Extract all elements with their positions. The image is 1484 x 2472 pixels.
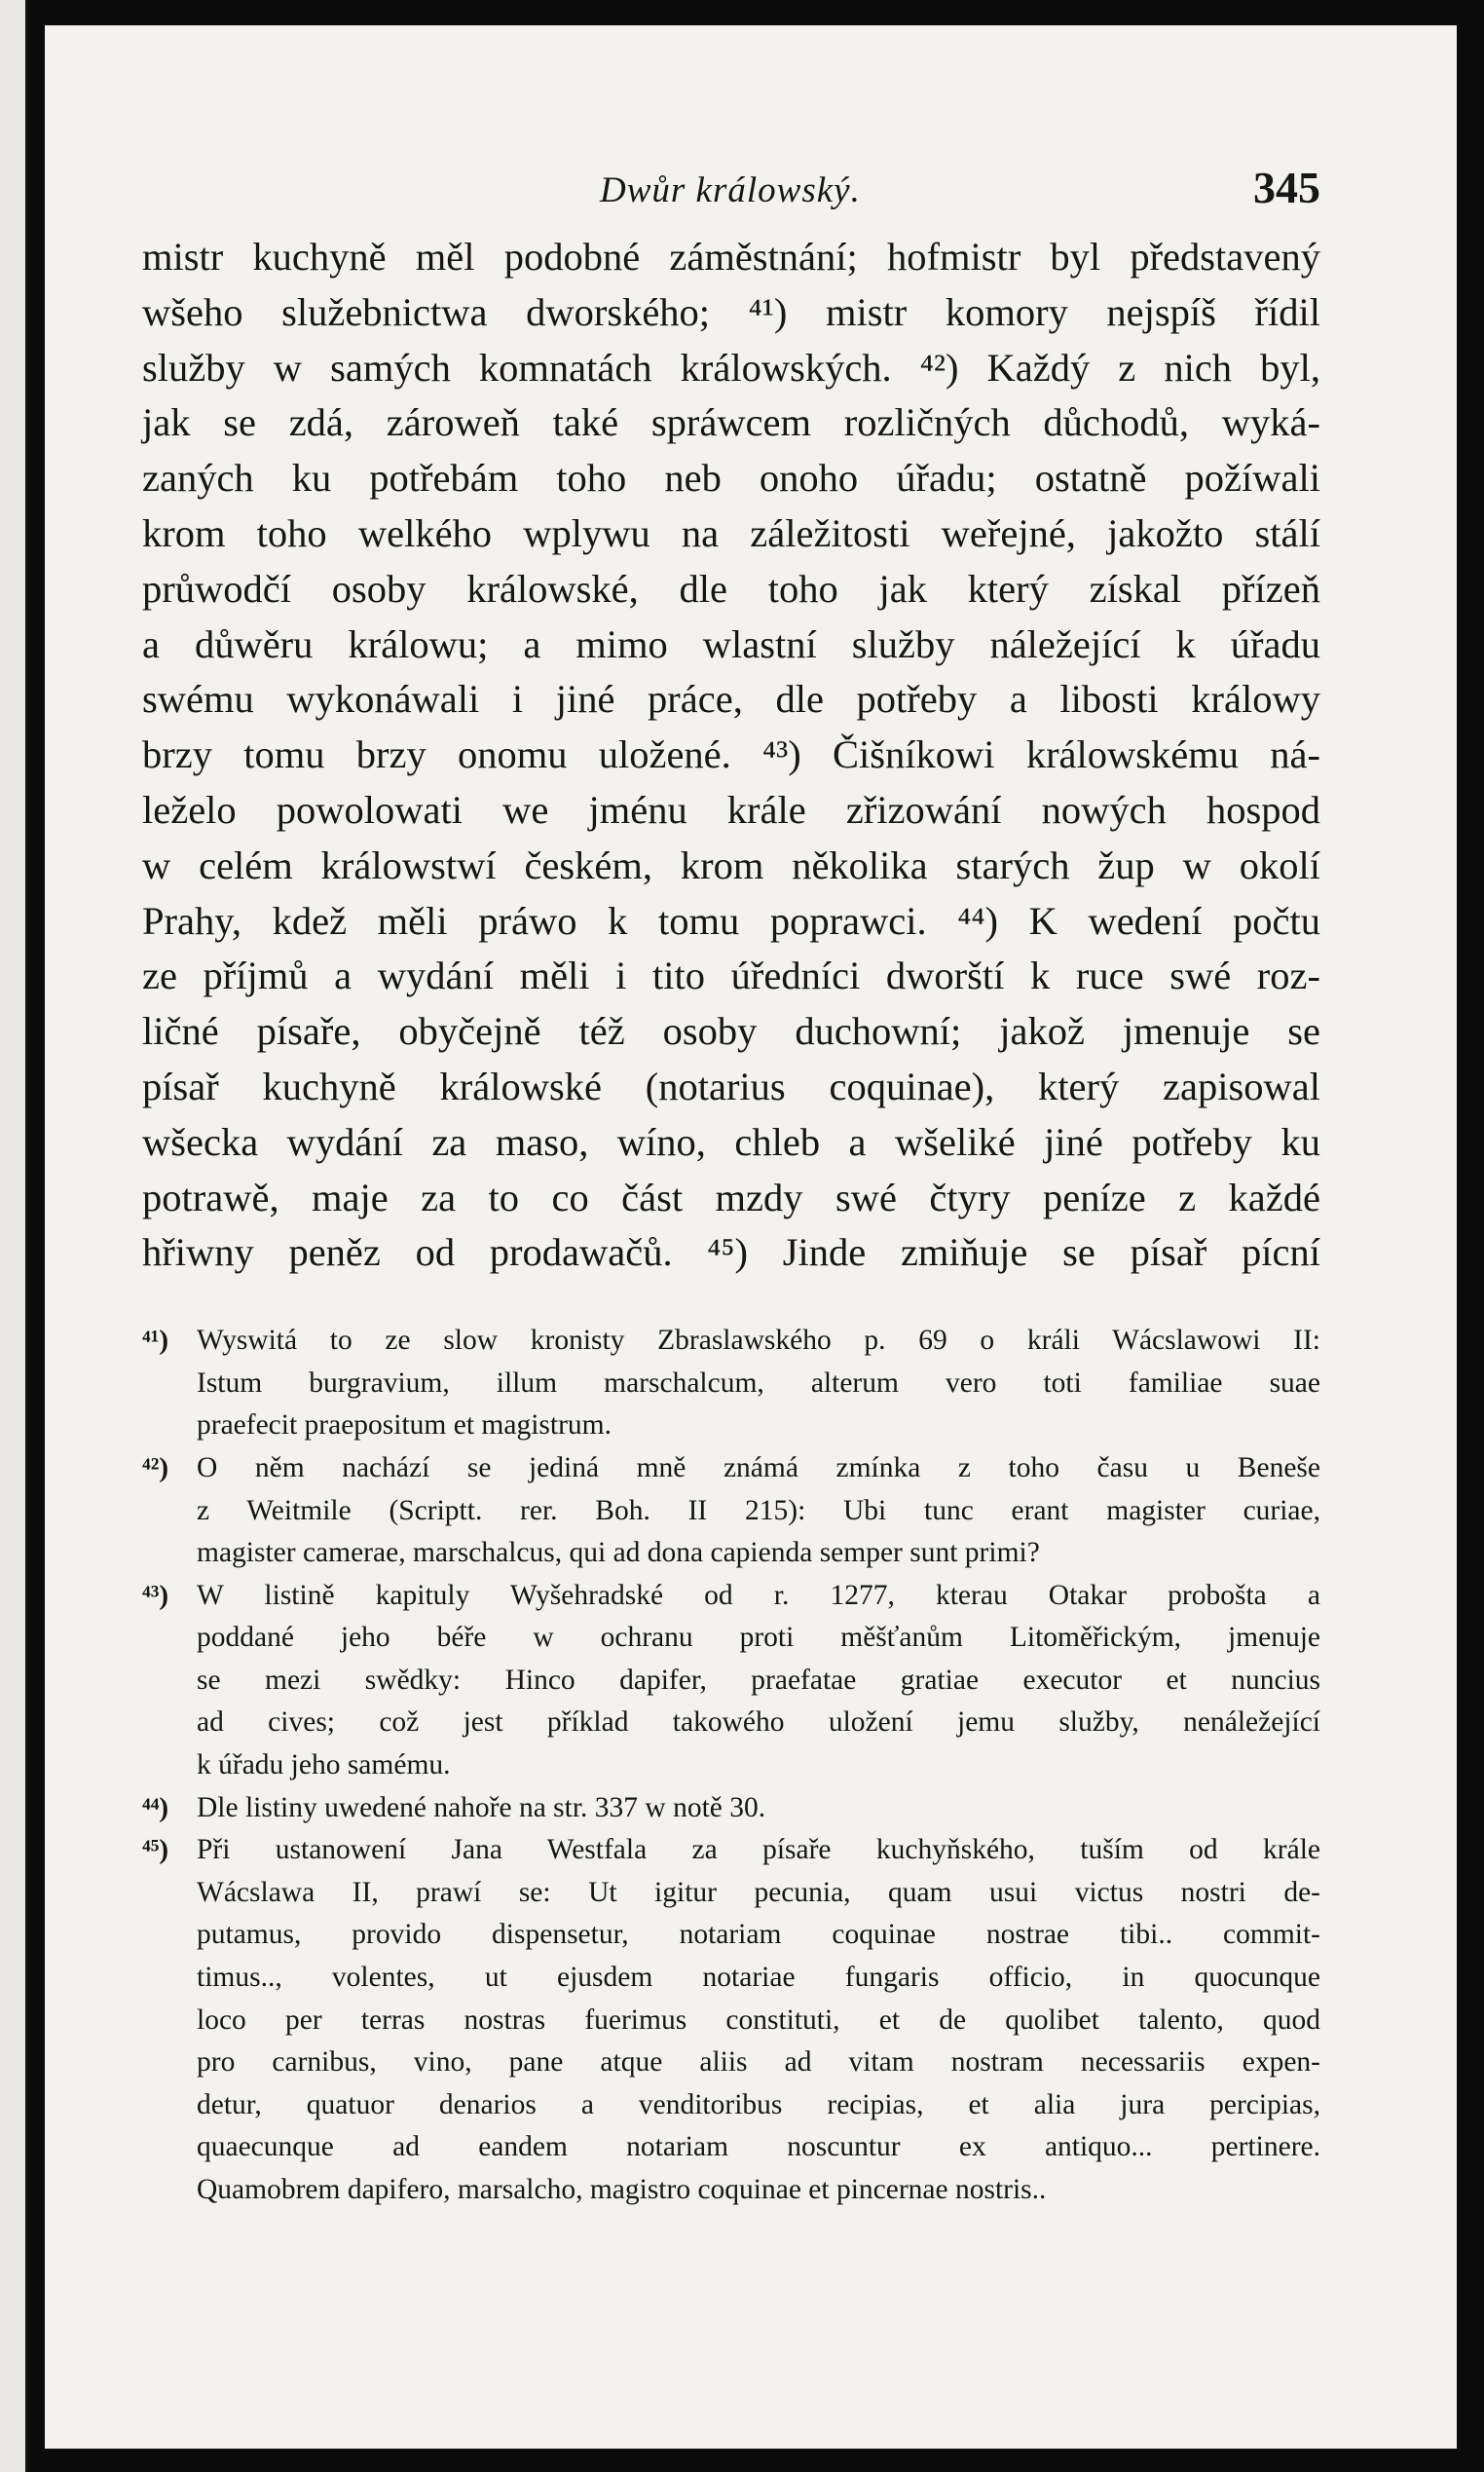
book-page <box>45 25 1457 2449</box>
footnote-mark: ⁴²) <box>142 1451 169 1483</box>
text-line: wšeho služebnictwa dworského; ⁴¹) mistr komory nejspíš řídil <box>142 289 1320 334</box>
text-line: swému wykonáwali i jiné práce, dle potřeby a libosti králowy <box>142 677 1320 722</box>
text-line: jak se zdá, zároweň také spráwcem rozličných důchodů, wyká- <box>142 400 1320 445</box>
footnote-mark: ⁴¹) <box>142 1325 169 1357</box>
footnote-line: W listině kapituly Wyšehradské od r. 1277, kterau Otakar probošta a <box>197 1579 1320 1611</box>
footnote-line: k úřadu jeho samému. <box>197 1749 451 1781</box>
page-number: 345 <box>1253 163 1320 212</box>
text-line: písař kuchyně králowské (notarius coquinae), který zapisowal <box>142 1064 1320 1108</box>
text-line: průwodčí osoby králowské, dle toho jak který získal přízeň <box>142 566 1320 611</box>
text-line: ze příjmů a wydání měli i tito úředníci dworští k ruce swé roz- <box>142 954 1320 998</box>
footnotes <box>142 1320 1320 2211</box>
text-line: zaných ku potřebám toho neb onoho úřadu; ostatně požíwali <box>142 456 1320 501</box>
footnote-line: timus.., volentes, ut ejusdem notariae fungaris officio, in quocunque <box>197 1962 1320 1994</box>
footnote-line: se mezi swědky: Hinco dapifer, praefatae gratiae executor et nuncius <box>197 1664 1320 1696</box>
footnote-43 <box>142 1575 1320 1787</box>
footnote-line: O něm nachází se jediná mně známá zmínka z toho času u Beneše <box>197 1451 1320 1483</box>
text-line: ličné písaře, obyčejně též osoby duchowní; jakož jmenuje se <box>142 1009 1320 1054</box>
text-line: krom toho welkého wplywu na záležitosti weřejné, jakožto stálí <box>142 510 1320 555</box>
footnote-line: putamus, provido dispensetur, notariam coquinae nostrae tibi.. commit- <box>197 1919 1320 1951</box>
text-line: služby w samých komnatách králowských. ⁴²) Každý z nich byl, <box>142 345 1320 390</box>
footnote-line: Wyswitá to ze slow kronisty Zbraslawského p. 69 o králi Wácslawowi II: <box>197 1325 1320 1357</box>
footnote-line: Při ustanowení Jana Westfala za písaře kuchyňského, tuším od krále <box>197 1834 1320 1866</box>
main-text <box>142 230 1320 1281</box>
footnote-line: Quamobrem dapifero, marsalcho, magistro coquinae et pincernae nostris.. <box>197 2174 1047 2206</box>
footnote-line: ad cives; což jest příklad takowého uložení jemu služby, nenáležející <box>197 1706 1320 1739</box>
text-line: Prahy, kdež měli práwo k tomu poprawci. ⁴⁴) K wedení počtu <box>142 898 1320 943</box>
footnote-45 <box>142 1829 1320 2211</box>
text-line: mistr kuchyně měl podobné záměstnání; hofmistr byl představený <box>142 235 1320 279</box>
footnote-41 <box>142 1320 1320 1447</box>
footnote-42 <box>142 1447 1320 1575</box>
footnote-line: z Weitmile (Scriptt. rer. Boh. II 215): Ubi tunc erant magister curiae, <box>197 1494 1320 1526</box>
footnote-line: detur, quatuor denarios a venditoribus recipias, et alia jura percipias, <box>197 2088 1320 2120</box>
running-title: Dwůr králowský. <box>600 170 861 210</box>
footnote-44 <box>142 1787 1320 1830</box>
footnote-line: Dle listiny uwedené nahoře na str. 337 w notě 30. <box>197 1791 766 1823</box>
footnote-mark: ⁴³) <box>142 1579 169 1611</box>
footnote-line: praefecit praepositum et magistrum. <box>197 1409 612 1442</box>
footnote-line: pro carnibus, vino, pane atque aliis ad vitam nostram necessariis expen- <box>197 2046 1320 2079</box>
footnote-line: poddané jeho béře w ochranu proti měšťanům Litoměřickým, jmenuje <box>197 1622 1320 1654</box>
text-line: leželo powolowati we jménu krále zřizowání nowých hospod <box>142 787 1320 832</box>
text-line: potrawě, maje za to co část mzdy swé čtyry peníze z každé <box>142 1175 1320 1219</box>
text-line: hřiwny peněz od prodawačů. ⁴⁵) Jinde zmiňuje se písař pícní <box>142 1230 1320 1275</box>
text-line: wšecka wydání za maso, wíno, chleb a wšeliké jiné potřeby ku <box>142 1119 1320 1164</box>
adjacent-page-edge <box>0 0 28 2472</box>
text-line: brzy tomu brzy onomu uložené. ⁴³) Čišníkowi králowskému ná- <box>142 732 1320 777</box>
text-line: a důwěru králowu; a mimo wlastní služby náležející k úřadu <box>142 621 1320 666</box>
footnote-line: Istum burgravium, illum marschalcum, alterum vero toti familiae suae <box>197 1367 1320 1399</box>
footnote-line: quaecunque ad eandem notariam noscuntur ex antiquo... pertinere. <box>197 2131 1320 2163</box>
footnote-mark: ⁴⁵) <box>142 1834 169 1866</box>
footnote-mark: ⁴⁴) <box>142 1791 169 1823</box>
footnote-line: loco per terras nostras fuerimus constituti, et de quolibet talento, quod <box>197 2004 1320 2036</box>
footnote-line: Wácslawa II, prawí se: Ut igitur pecunia, quam usui victus nostri de- <box>197 1876 1320 1908</box>
page-header <box>142 152 1320 230</box>
footnote-line: magister camerae, marschalcus, qui ad dona capienda semper sunt primi? <box>197 1537 1040 1569</box>
text-line: w celém králowstwí českém, krom několika starých žup w okolí <box>142 843 1320 887</box>
